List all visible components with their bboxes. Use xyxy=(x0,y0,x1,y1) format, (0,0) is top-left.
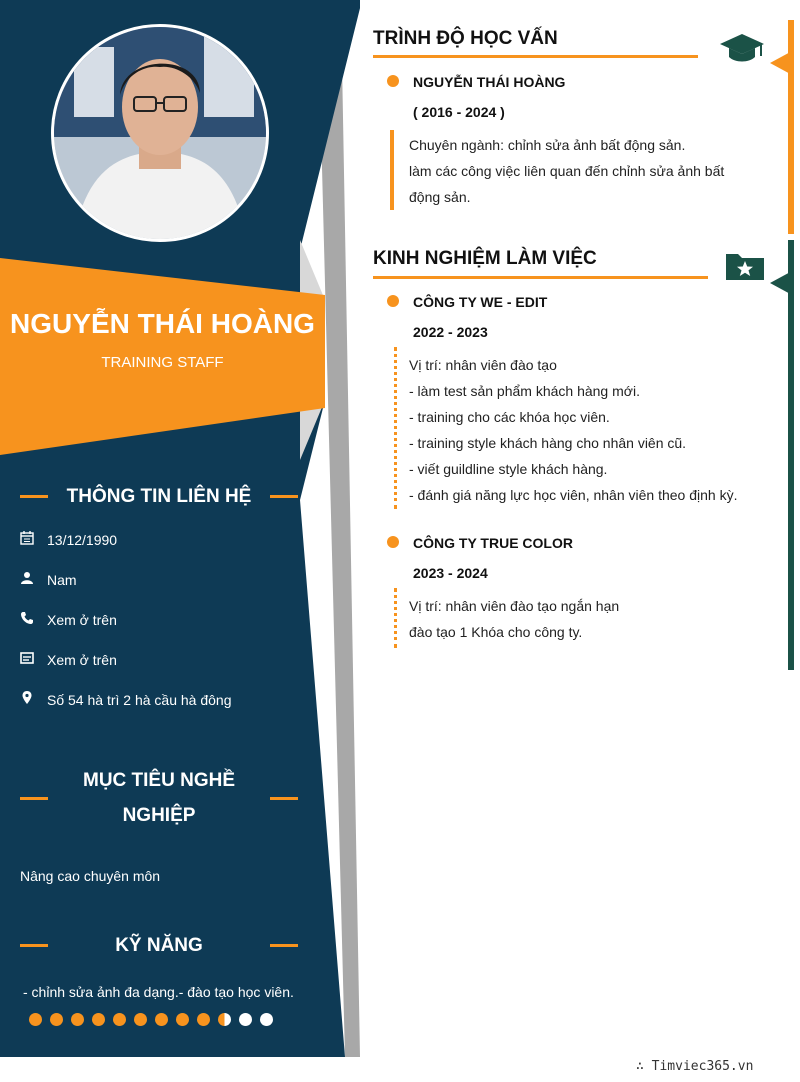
education-name: NGUYỄN THÁI HOÀNG xyxy=(413,74,566,90)
education-title: TRÌNH ĐỘ HỌC VẤN xyxy=(373,28,558,49)
rating-dot xyxy=(29,1013,42,1026)
contact-address xyxy=(20,691,231,708)
location-pin-icon xyxy=(20,691,47,708)
experience-underline xyxy=(373,276,708,279)
rating-dot xyxy=(155,1013,168,1026)
gender-value: Nam xyxy=(47,571,77,588)
job-bullet xyxy=(387,295,399,307)
objective-section-header xyxy=(20,763,298,833)
section-tab-accent xyxy=(770,20,800,234)
divider xyxy=(20,944,48,947)
job-line: - training cho các khóa học viên. xyxy=(409,409,610,425)
education-underline xyxy=(373,55,698,58)
contact-gender xyxy=(20,571,77,588)
job-description xyxy=(409,593,779,645)
job-company: CÔNG TY WE - EDIT xyxy=(413,294,548,310)
divider xyxy=(20,797,48,800)
job-timeline-dots xyxy=(394,588,397,648)
rating-dot xyxy=(176,1013,189,1026)
rating-dot xyxy=(113,1013,126,1026)
contact-email xyxy=(20,651,117,668)
phone-icon xyxy=(20,611,47,628)
rating-dot xyxy=(218,1013,231,1026)
experience-title: KINH NGHIỆM LÀM VIỆC xyxy=(373,248,597,269)
education-period: ( 2016 - 2024 ) xyxy=(413,104,505,120)
job-line: - training style khách hàng cho nhân viên cũ. xyxy=(409,435,687,451)
divider xyxy=(20,495,48,498)
footer-brand[interactable] xyxy=(636,1059,753,1074)
education-description xyxy=(409,132,757,210)
job-timeline-dots xyxy=(394,347,397,509)
rating-dot xyxy=(92,1013,105,1026)
graduation-cap-icon xyxy=(719,32,765,64)
objective-text: Nâng cao chuyên môn xyxy=(20,868,161,884)
job-company: CÔNG TY TRUE COLOR xyxy=(413,535,573,551)
skills-section-header xyxy=(20,928,298,963)
objective-title-line2: NGHIỆP xyxy=(122,805,196,826)
candidate-name: NGUYỄN THÁI HOÀNG xyxy=(10,308,315,339)
brand-name: Timviec365.vn xyxy=(651,1059,754,1074)
calendar-icon xyxy=(20,531,47,548)
education-line: Chuyên ngành: chỉnh sửa ảnh bất động sản. xyxy=(409,137,686,153)
rating-dot xyxy=(50,1013,63,1026)
user-icon xyxy=(20,571,47,588)
divider xyxy=(270,495,298,498)
profile-photo xyxy=(54,27,266,239)
job-line: Vị trí: nhân viên đào tạo xyxy=(409,357,557,373)
job-description xyxy=(409,352,779,508)
education-line: làm các công việc liên quan đến chỉnh sửa ảnh bất xyxy=(409,163,725,179)
rating-dot xyxy=(71,1013,84,1026)
job-bullet xyxy=(387,536,399,548)
job-line: - viết guildline style khách hàng. xyxy=(409,461,608,477)
rating-dot xyxy=(134,1013,147,1026)
candidate-role: TRAINING STAFF xyxy=(101,354,224,371)
divider xyxy=(270,797,298,800)
contact-birthday xyxy=(20,531,117,548)
job-period: 2023 - 2024 xyxy=(413,565,488,581)
job-line: Vị trí: nhân viên đào tạo ngắn hạn xyxy=(409,598,620,614)
email-value[interactable]: Xem ở trên xyxy=(47,651,117,668)
education-bullet xyxy=(387,75,399,87)
education-bar xyxy=(390,130,394,210)
skill-rating xyxy=(29,1013,281,1026)
job-period: 2022 - 2023 xyxy=(413,324,488,340)
divider xyxy=(270,944,298,947)
rating-dot xyxy=(239,1013,252,1026)
objective-title-line1: MỤC TIÊU NGHỀ xyxy=(83,770,235,791)
contact-phone xyxy=(20,611,117,628)
education-line: động sản. xyxy=(409,189,471,205)
objective-title xyxy=(48,763,270,833)
folder-star-icon xyxy=(724,248,766,282)
skills-title: KỸ NĂNG xyxy=(115,935,203,956)
phone-value[interactable]: Xem ở trên xyxy=(47,611,117,628)
rating-dot xyxy=(197,1013,210,1026)
contact-section-header xyxy=(20,479,298,514)
avatar xyxy=(51,24,269,242)
job-line: - làm test sản phẩm khách hàng mới. xyxy=(409,383,640,399)
job-line: đào tạo 1 Khóa cho công ty. xyxy=(409,624,583,640)
skills-text: - chỉnh sửa ảnh đa dạng.- đào tạo học viên. xyxy=(23,984,294,1000)
rating-dot xyxy=(260,1013,273,1026)
birthday-value: 13/12/1990 xyxy=(47,531,118,548)
mail-icon xyxy=(20,651,47,668)
brand-logo-icon: ∴ xyxy=(636,1059,644,1074)
address-value: Số 54 hà trì 2 hà cầu hà đông xyxy=(47,691,232,708)
job-line: - đánh giá năng lực học viên, nhân viên theo định kỳ. xyxy=(409,487,738,503)
contact-title: THÔNG TIN LIÊN HỆ xyxy=(66,486,252,507)
